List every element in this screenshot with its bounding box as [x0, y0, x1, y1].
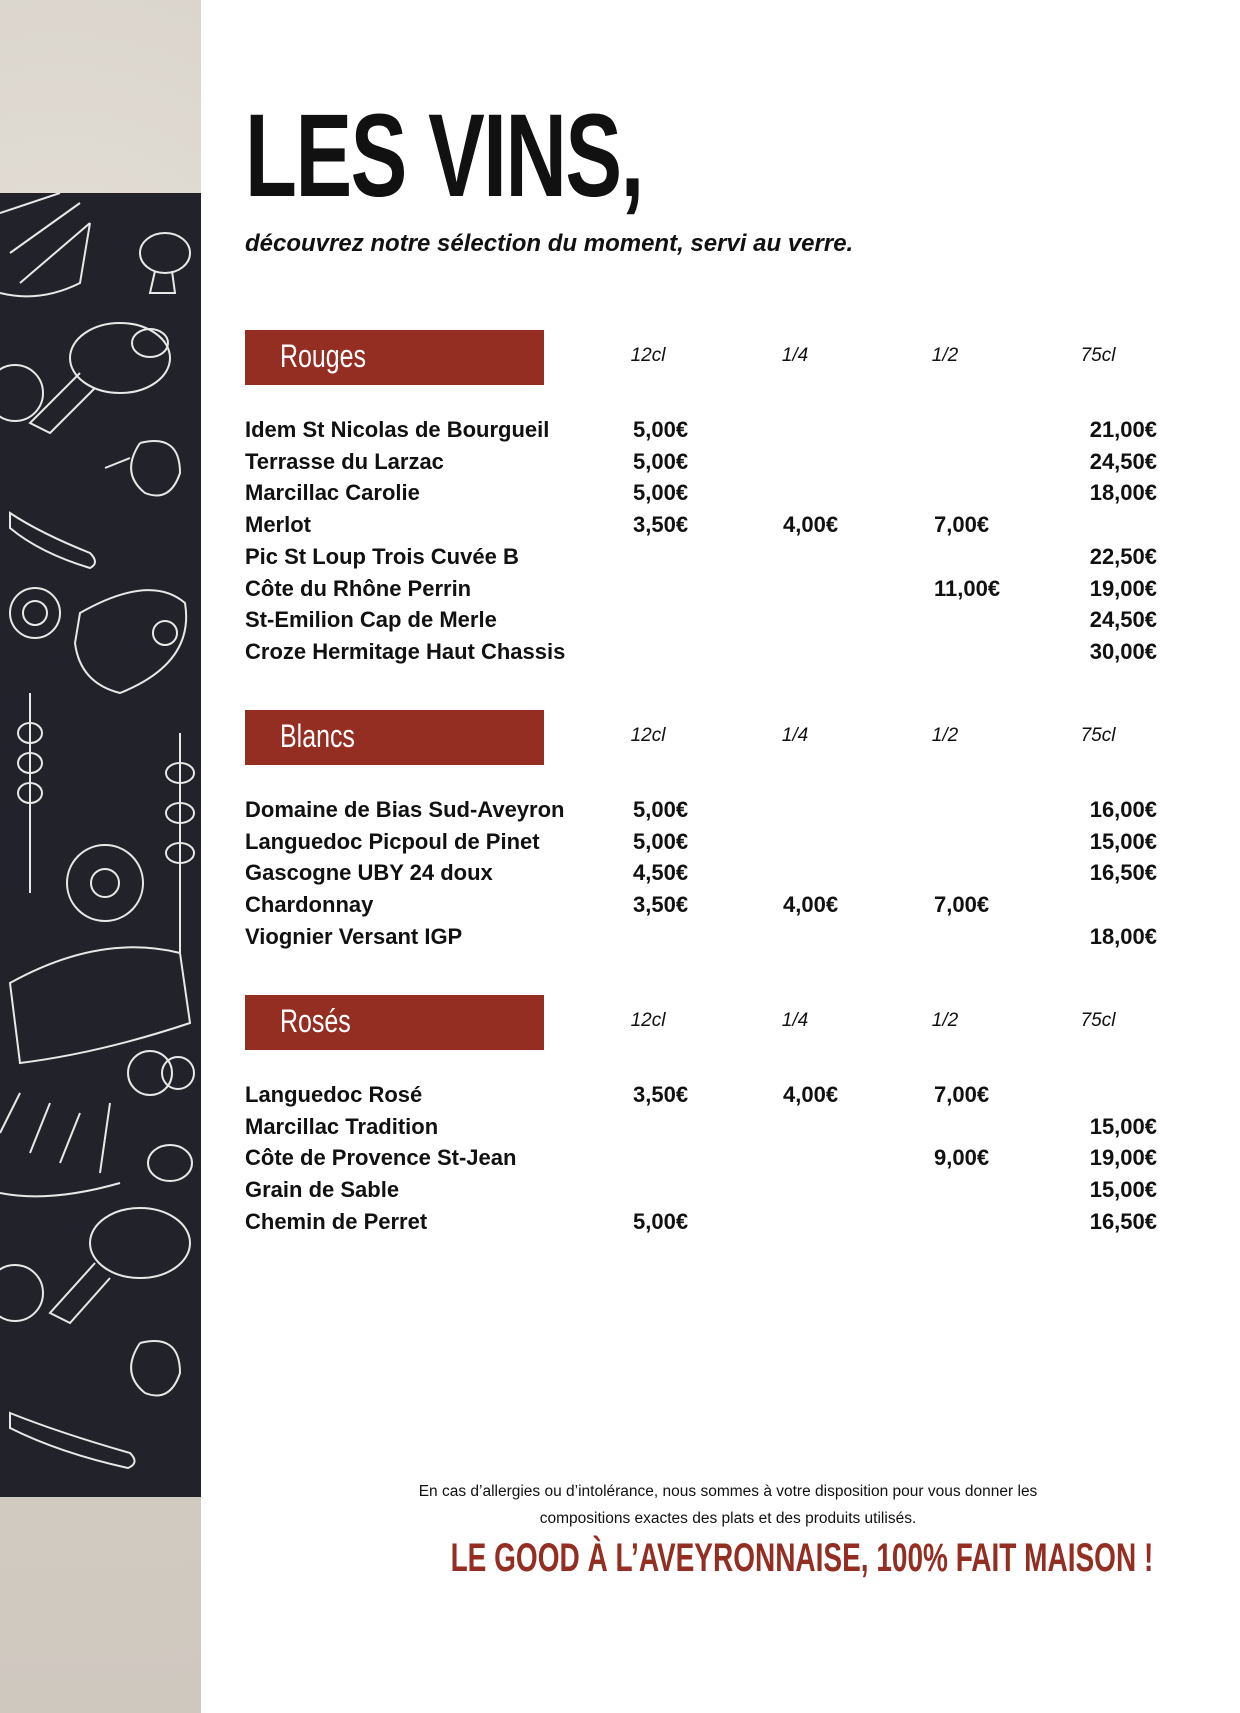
wine-row: [245, 607, 1175, 638]
wine-name: Côte de Provence St-Jean: [245, 1145, 517, 1171]
wine-row: [245, 829, 1175, 860]
wine-row: [245, 892, 1175, 923]
ribs-icon: [0, 193, 90, 296]
section-badge: [245, 330, 544, 385]
price-half: 9,00€: [934, 1145, 990, 1171]
wine-row: [245, 512, 1175, 543]
mushroom-icon-2: [148, 1145, 192, 1181]
sausage-icon-2: [10, 1413, 135, 1468]
wine-row: [245, 1114, 1175, 1145]
wine-name: Merlot: [245, 512, 311, 538]
price-75cl: 16,50€: [1089, 860, 1157, 886]
wine-name: Gascogne UBY 24 doux: [245, 860, 493, 886]
section-title: Blancs: [280, 718, 355, 754]
wine-name: Grain de Sable: [245, 1177, 400, 1203]
price-75cl: 15,00€: [1089, 828, 1157, 854]
column-header: 1/2: [931, 1010, 959, 1031]
slogan: [300, 1536, 1156, 1581]
price-12cl: 5,00€: [633, 480, 689, 506]
price-75cl: 19,00€: [1089, 1145, 1157, 1171]
wine-name: Idem St Nicolas de Bourgueil: [245, 417, 550, 442]
price-75cl: 22,50€: [1089, 543, 1157, 569]
pineapple-slice-icon: [67, 845, 143, 921]
sausage-icon: [10, 513, 95, 568]
section-title: Rosés: [280, 1003, 351, 1039]
steak-icon-2: [50, 1208, 190, 1323]
slogan-text: LE GOOD À L’AVEYRONNAISE, 100% FAIT MAISON !: [450, 1536, 1154, 1580]
wine-name: Marcillac Carolie: [245, 480, 420, 506]
wine-row: [245, 417, 1175, 448]
price-half: 7,00€: [934, 1082, 990, 1107]
ribs-icon-2: [0, 1093, 120, 1196]
price-quarter: 4,00€: [783, 512, 839, 538]
price-12cl: 3,50€: [633, 512, 689, 538]
price-75cl: 24,50€: [1089, 607, 1157, 633]
column-header: 75cl: [1080, 725, 1116, 746]
price-12cl: 5,00€: [633, 1208, 689, 1234]
price-75cl: 24,50€: [1089, 448, 1157, 474]
price-75cl: 16,00€: [1089, 797, 1157, 822]
price-12cl: 5,00€: [633, 448, 689, 474]
column-header: 75cl: [1080, 345, 1116, 366]
onion-icon: [10, 588, 60, 638]
wine-row: [245, 1082, 1175, 1113]
tomato-icon: [0, 365, 43, 421]
wine-name: Languedoc Picpoul de Pinet: [245, 828, 540, 854]
price-12cl: 5,00€: [633, 797, 689, 822]
wine-name: Chardonnay: [245, 892, 374, 918]
wine-row: [245, 544, 1175, 575]
section-badge: [245, 710, 544, 765]
mushroom-icon: [140, 233, 190, 293]
wine-name: Terrasse du Larzac: [245, 448, 444, 474]
allergy-line-2: compositions exactes des plats et des produits utilisés.: [539, 1510, 917, 1527]
wine-row: [245, 639, 1175, 670]
pepper-icon: [105, 441, 180, 496]
column-header: 1/4: [781, 1010, 809, 1031]
price-12cl: 3,50€: [633, 892, 689, 918]
price-12cl: 5,00€: [633, 417, 689, 442]
skewer-icon: [18, 693, 194, 953]
price-half: 7,00€: [934, 512, 990, 538]
price-75cl: 15,00€: [1089, 1113, 1157, 1139]
column-header: 12cl: [630, 725, 666, 746]
price-75cl: 15,00€: [1089, 1177, 1157, 1203]
column-header: 75cl: [1080, 1010, 1116, 1031]
wine-name: Marcillac Tradition: [245, 1113, 439, 1139]
wine-row: [245, 797, 1175, 828]
column-header: 1/2: [931, 725, 959, 746]
wine-row: [245, 860, 1175, 891]
price-75cl: 30,00€: [1089, 638, 1157, 664]
wine-name: Languedoc Rosé: [245, 1082, 423, 1107]
steak-icon: [30, 323, 170, 433]
pepper-icon-2: [131, 1341, 180, 1396]
wine-name: Domaine de Bias Sud-Aveyron: [245, 797, 565, 822]
wine-name: Pic St Loup Trois Cuvée B: [245, 543, 519, 569]
page-subtitle: découvrez notre sélection du moment, servi au verre.: [245, 230, 854, 257]
price-75cl: 19,00€: [1089, 575, 1157, 601]
price-75cl: 21,00€: [1089, 417, 1157, 442]
price-75cl: 18,00€: [1089, 480, 1157, 506]
wine-name: Croze Hermitage Haut Chassis: [245, 638, 566, 664]
column-header: 12cl: [630, 1010, 666, 1031]
price-12cl: 4,50€: [633, 860, 689, 886]
section-badge: [245, 995, 544, 1050]
wine-row: [245, 1209, 1175, 1240]
column-header: 1/2: [931, 345, 959, 366]
ribs-rack-icon: [10, 947, 190, 1063]
price-12cl: 3,50€: [633, 1082, 689, 1107]
wine-row: [245, 449, 1175, 480]
price-75cl: 16,50€: [1089, 1208, 1157, 1234]
onion-rings-icon: [128, 1051, 194, 1095]
tomato-icon-2: [0, 1265, 43, 1321]
section-title: Rouges: [280, 338, 367, 374]
wine-row: [245, 924, 1175, 955]
wine-name: Viognier Versant IGP: [245, 923, 463, 949]
price-quarter: 4,00€: [783, 1082, 839, 1107]
wine-name: Côte du Rhône Perrin: [245, 575, 472, 601]
price-12cl: 5,00€: [633, 828, 689, 854]
column-header: 1/4: [781, 345, 809, 366]
price-half: 7,00€: [934, 892, 990, 918]
wine-name: Chemin de Perret: [245, 1208, 428, 1234]
price-half: 11,00€: [934, 575, 1001, 601]
price-75cl: 18,00€: [1089, 923, 1157, 949]
column-header: 12cl: [630, 345, 666, 366]
wine-row: [245, 1177, 1175, 1208]
price-quarter: 4,00€: [783, 892, 839, 918]
wine-name: St-Emilion Cap de Merle: [245, 607, 497, 633]
column-header: 1/4: [781, 725, 809, 746]
allergy-notice: [300, 1478, 1156, 1532]
wine-row: [245, 576, 1175, 607]
meat-icon: [75, 590, 186, 693]
wine-row: [245, 480, 1175, 511]
page-title: LES VINS,: [245, 90, 643, 222]
wine-row: [245, 1145, 1175, 1176]
sidebar-food-illustration: [0, 193, 201, 1497]
allergy-line-1: En cas d’allergies ou d’intolérance, nous sommes à votre disposition pour vous donner les: [418, 1483, 1038, 1500]
